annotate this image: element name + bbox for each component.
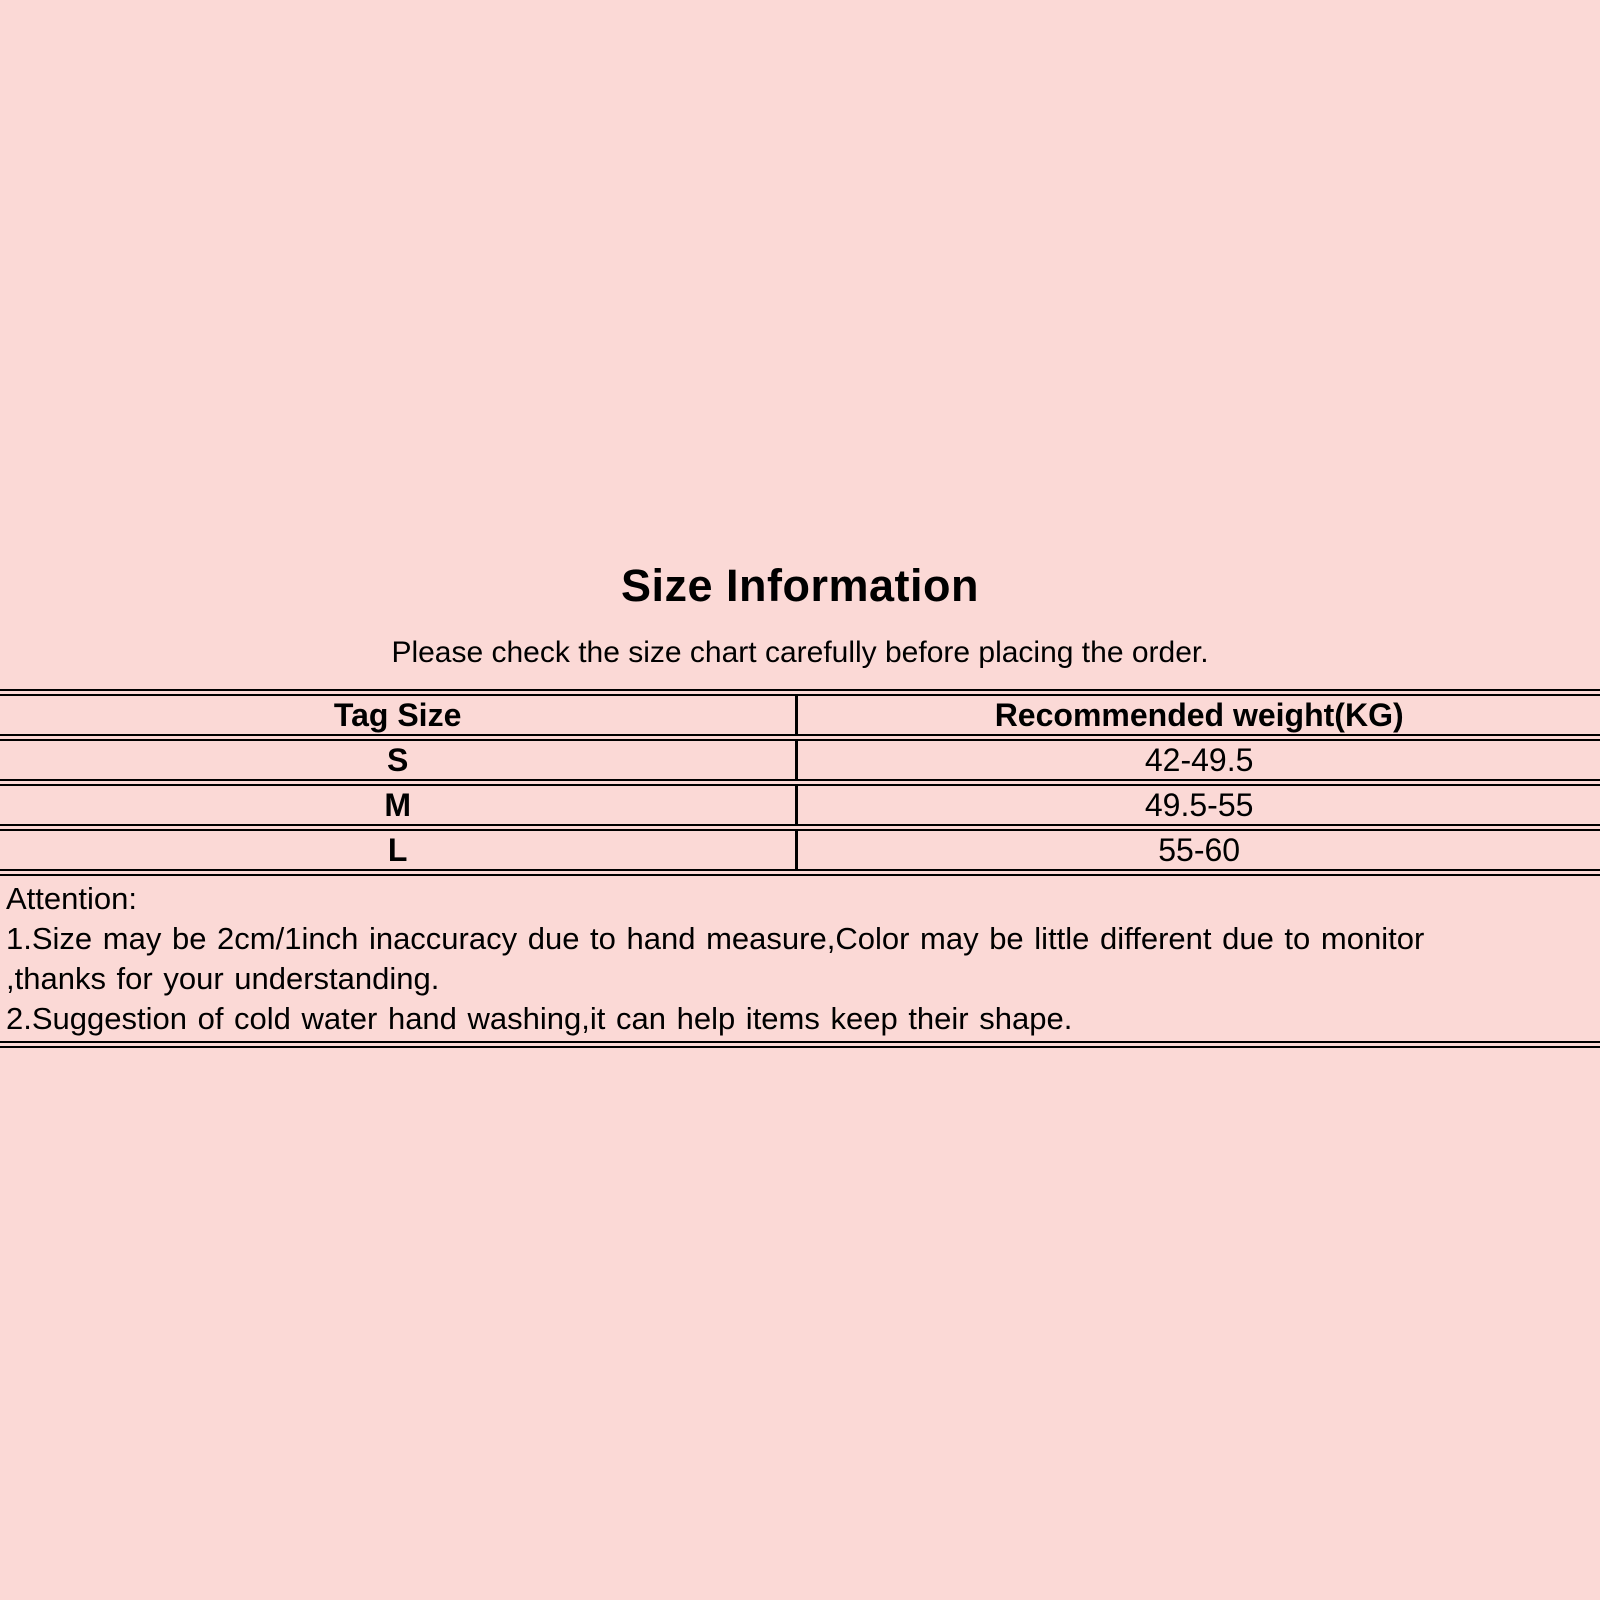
tag-size-value: S — [0, 738, 797, 783]
column-header-recommended-weight: Recommended weight(KG) — [994, 696, 1404, 733]
recommended-weight-value: 55-60 — [1158, 831, 1241, 868]
recommended-weight-value: 42-49.5 — [1144, 741, 1254, 778]
table-row — [0, 738, 1600, 783]
subtitle: Please check the size chart carefully before placing the order. — [391, 636, 1209, 669]
table-row — [0, 783, 1600, 828]
column-header-tag-size: Tag Size — [0, 693, 797, 738]
table-header-row — [0, 693, 1600, 738]
size-table — [0, 689, 1600, 876]
attention-section — [0, 876, 1600, 1048]
attention-note-1: 1.Size may be 2cm/1inch inaccuracy due to hand measure,Color may be little different due to monitor — [6, 921, 1425, 956]
tag-size-value: L — [0, 828, 797, 873]
attention-heading: Attention: — [6, 881, 137, 916]
attention-note-1-continued: ,thanks for your understanding. — [6, 961, 440, 996]
attention-note-2: 2.Suggestion of cold water hand washing,it can help items keep their shape. — [6, 1001, 1073, 1036]
table-row — [0, 828, 1600, 873]
recommended-weight-value: 49.5-55 — [1144, 786, 1254, 823]
page-title: Size Information — [620, 560, 980, 611]
tag-size-value: M — [0, 783, 797, 828]
